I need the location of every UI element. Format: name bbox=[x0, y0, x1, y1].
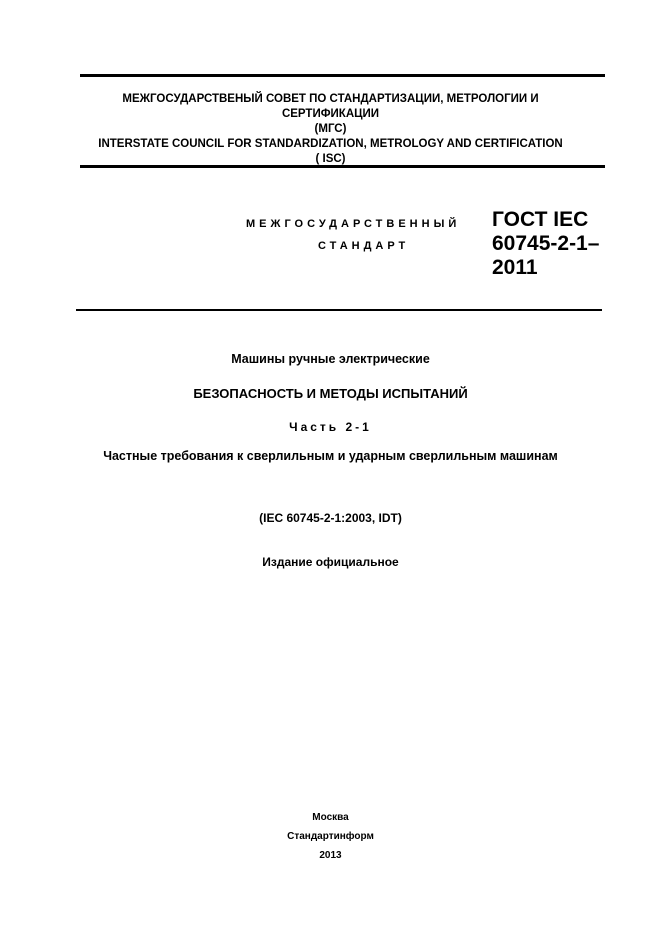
imprint-publisher: Стандартинформ bbox=[287, 831, 374, 842]
document-part-title: Частные требования к сверлильным и ударным сверлильным машинам bbox=[103, 449, 558, 463]
designation-bottom-rule bbox=[76, 309, 602, 311]
standard-type-line-2: СТАНДАРТ bbox=[318, 240, 410, 252]
imprint-year: 2013 bbox=[319, 850, 342, 861]
council-bottom-rule bbox=[80, 165, 605, 168]
iec-reference: (IEC 60745-2-1:2003, IDT) bbox=[259, 511, 402, 525]
council-line-4: INTERSTATE COUNCIL FOR STANDARDIZATION, METROLOGY AND CERTIFICATION bbox=[98, 138, 563, 150]
edition-label: Издание официальное bbox=[262, 555, 399, 569]
designation-line-3: 2011 bbox=[492, 256, 538, 279]
council-line-2: СЕРТИФИКАЦИИ bbox=[281, 108, 380, 120]
imprint-city: Москва bbox=[312, 812, 349, 823]
designation-line-1: ГОСТ IEC bbox=[492, 208, 589, 231]
document-main-title: Машины ручные электрические bbox=[231, 352, 430, 366]
council-line-1: МЕЖГОСУДАРСТВЕНЫЙ СОВЕТ ПО СТАНДАРТИЗАЦИИ, МЕТРОЛОГИИ И bbox=[122, 93, 539, 105]
council-line-3: (МГС) bbox=[314, 123, 347, 135]
designation-line-2: 60745-2-1– bbox=[492, 232, 600, 255]
council-line-5: ( ISC) bbox=[315, 153, 346, 165]
top-rule bbox=[80, 74, 605, 77]
standard-type-line-1: МЕЖГОСУДАРСТВЕННЫЙ bbox=[246, 218, 461, 230]
document-subtitle: БЕЗОПАСНОСТЬ И МЕТОДЫ ИСПЫТАНИЙ bbox=[193, 386, 468, 401]
document-part: Часть 2-1 bbox=[289, 420, 372, 434]
council-header bbox=[0, 92, 661, 167]
